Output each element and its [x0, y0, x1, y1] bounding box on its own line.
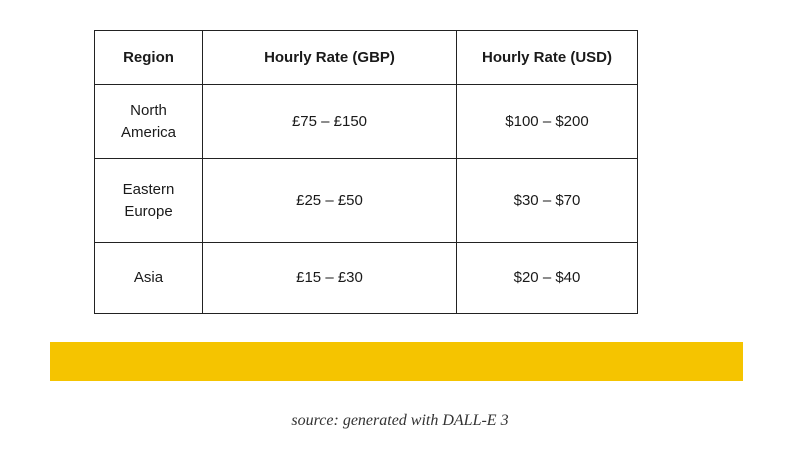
cell-rate-usd: $20 – $40: [457, 243, 638, 314]
header-region: Region: [95, 31, 203, 85]
accent-bar: [50, 342, 743, 381]
cell-rate-usd: $100 – $200: [457, 85, 638, 159]
header-rate-gbp: Hourly Rate (GBP): [203, 31, 457, 85]
cell-rate-usd: $30 – $70: [457, 159, 638, 243]
cell-rate-gbp: £75 – £150: [203, 85, 457, 159]
cell-rate-gbp: £25 – £50: [203, 159, 457, 243]
table-row: [95, 243, 638, 314]
table-header-row: [95, 31, 638, 85]
hourly-rates-table: [94, 30, 638, 314]
cell-region: North America: [95, 85, 203, 159]
table-row: [95, 159, 638, 243]
cell-region: Eastern Europe: [95, 159, 203, 243]
cell-rate-gbp: £15 – £30: [203, 243, 457, 314]
table-row: [95, 85, 638, 159]
header-rate-usd: Hourly Rate (USD): [457, 31, 638, 85]
image-source-caption: source: generated with DALL-E 3: [291, 412, 509, 429]
cell-region: Asia: [95, 243, 203, 314]
